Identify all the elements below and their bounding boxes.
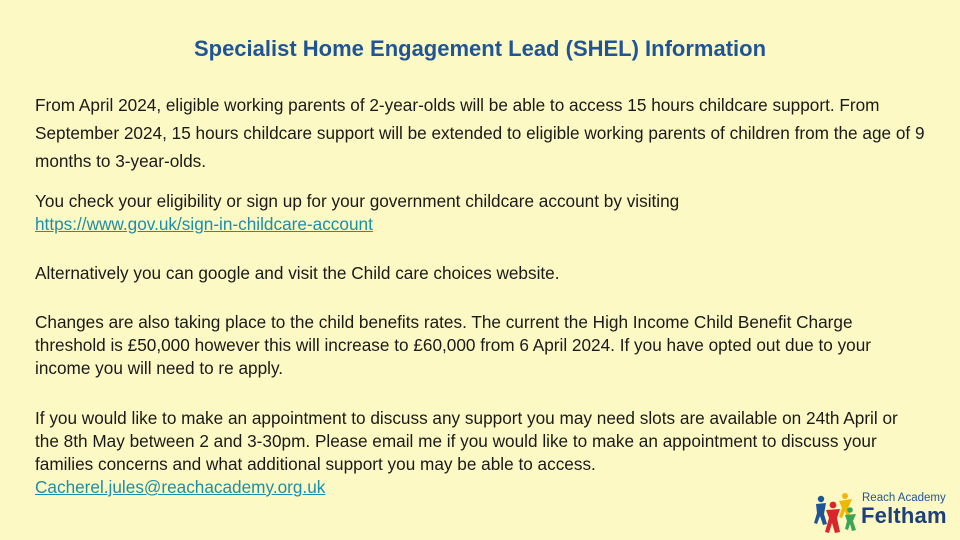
eligibility-text: You check your eligibility or sign up for your government childcare account by visiting [35, 191, 680, 211]
page-title: Specialist Home Engagement Lead (SHEL) Information [193, 36, 767, 61]
paragraph-appointment [35, 407, 925, 499]
paragraph-childcare-support: From April 2024, eligible working parents of 2-year-olds will be able to access 15 hours childcare support. From September 2024, 15 hours childcare support will be extended to eligible working parents of children from the age of 9 months to 3-year-olds. [35, 95, 925, 171]
paragraph-childcare-choices: Alternatively you can google and visit the Child care choices website. [35, 263, 560, 283]
school-logo [812, 490, 954, 536]
childcare-account-link[interactable]: https://www.gov.uk/sign-in-childcare-account [35, 214, 373, 234]
email-link[interactable]: Cacherel.jules@reachacademy.org.uk [35, 477, 326, 497]
paragraph-child-benefit: Changes are also taking place to the child benefits rates. The current the High Income Child Benefit Charge threshold is £50,000 however this will increase to £60,000 from 6 April 2024. If you have opted out due to your income you will need to re apply. [35, 312, 872, 378]
logo-small-text: Reach Academy [862, 492, 946, 504]
appointment-text: If you would like to make an appointment to discuss any support you may need slots are available on 24th April or the 8th May between 2 and 3-30pm. Please email me if you would like to make an appointment to discuss your families concerns and what additional support you may be able to access. [35, 408, 898, 474]
people-figures-icon [812, 490, 858, 536]
paragraph-eligibility [35, 190, 925, 236]
logo-big-text: Feltham [861, 503, 947, 528]
